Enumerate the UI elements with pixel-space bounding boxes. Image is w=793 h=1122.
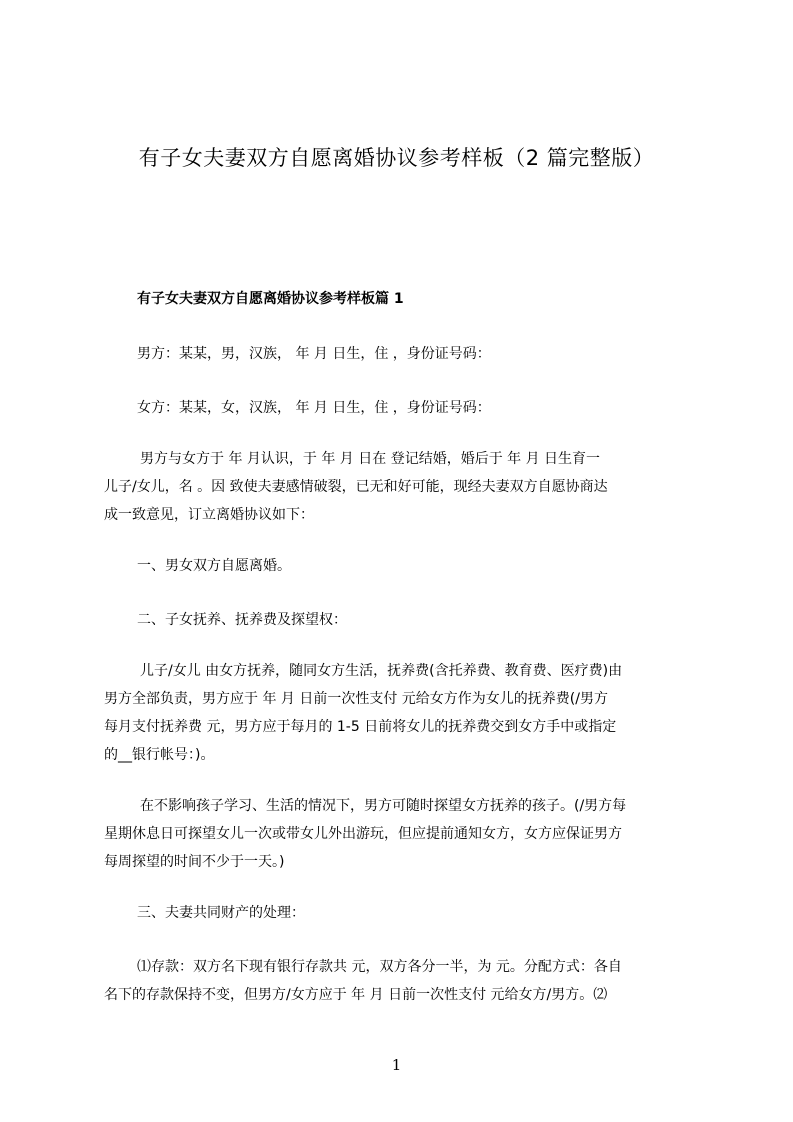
deposits-paragraph-line: 名下的存款保持不变，但男方/女方应于 年 月 日前一次性支付 元给女方/男方。⑵	[104, 987, 608, 1003]
wife-info-line: 女方：某某，女，汉族， 年 月 日生，住 ，身份证号码：	[137, 400, 491, 416]
clause-two-heading: 二、子女抚养、抚养费及探望权：	[137, 612, 347, 628]
page-number: 1	[391, 1056, 402, 1074]
visitation-paragraph-line: 在不影响孩子学习、生活的情况下，男方可随时探望女方抚养的孩子。(/男方每	[140, 798, 627, 814]
deposits-paragraph-line: ⑴存款：双方名下现有银行存款共 元，双方各分一半，为 元。分配方式：各自	[137, 959, 622, 975]
custody-paragraph-line: 的__银行帐号：)。	[104, 747, 215, 763]
custody-paragraph-line: 每月支付抚养费 元，男方应于每月的 1-5 日前将女儿的抚养费交到女方手中或指定	[104, 719, 617, 735]
intro-paragraph-line: 男方与女方于 年 月认识，于 年 月 日在 登记结婚，婚后于 年 月 日生育一	[140, 451, 601, 467]
section-heading: 有子女夫妻双方自愿离婚协议参考样板篇 1	[137, 291, 404, 307]
husband-info-line: 男方：某某，男，汉族， 年 月 日生，住 ，身份证号码：	[137, 346, 491, 362]
visitation-paragraph-line: 每周探望的时间不少于一天。)	[104, 854, 285, 870]
clause-one: 一、男女双方自愿离婚。	[137, 558, 291, 574]
visitation-paragraph-line: 星期休息日可探望女儿一次或带女儿外出游玩，但应提前通知女方，女方应保证男方	[104, 826, 622, 842]
document-title: 有子女夫妻双方自愿离婚协议参考样板（2 篇完整版）	[138, 146, 655, 170]
custody-paragraph-line: 男方全部负责，男方应于 年 月 日前一次性支付 元给女方作为女儿的抚养费(/男方	[104, 691, 608, 707]
intro-paragraph-line: 成一致意见，订立离婚协议如下：	[104, 507, 314, 523]
custody-paragraph-line: 儿子/女儿 由女方抚养，随同女方生活，抚养费(含托养费、教育费、医疗费)由	[140, 663, 623, 679]
intro-paragraph-line: 儿子/女儿，名 。因 致使夫妻感情破裂，已无和好可能，现经夫妻双方自愿协商达	[104, 479, 608, 495]
clause-three-heading: 三、夫妻共同财产的处理：	[137, 905, 305, 921]
